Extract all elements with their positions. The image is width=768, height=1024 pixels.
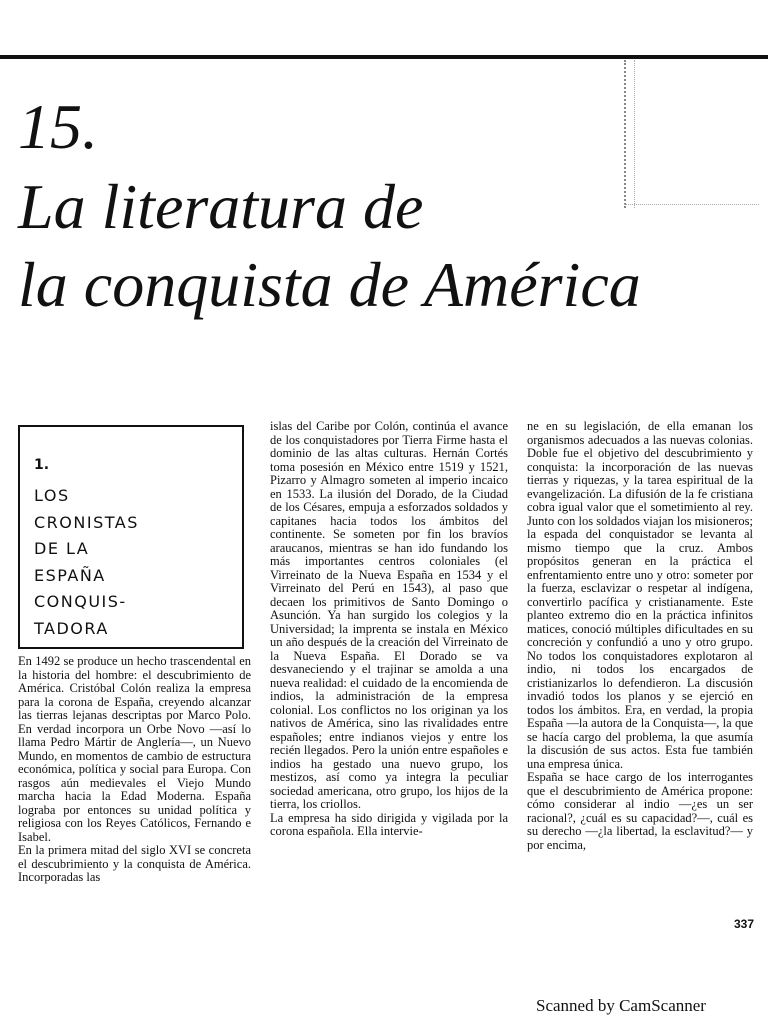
page-number: 337 xyxy=(734,917,755,931)
section-number: 1. xyxy=(34,457,50,473)
chapter-title xyxy=(18,168,758,324)
top-rule xyxy=(0,55,768,59)
paragraph: En 1492 se produce un hecho trascendental en la historia del hombre: el descubrimiento de América. Cristóbal Colón realiza la empresa para la corona de España, creyendo alcanzar las tierras lejanas descriptas por Marco Polo. En verdad incorpora un Orbe Novo —así lo llama Pedro Mártir de Anglería—, un Nuevo Mundo, en momentos de cambio de estructura económica, política y social para Europa. Con rasgos aún medievales el Viejo Mundo marcha hacia la Edad Moderna. España lograba por entonces su unidad política y religiosa con los Reyes Católicos, Fernando e Isabel. xyxy=(18,654,251,844)
chapter-title-line-2: la conquista de América xyxy=(18,249,641,320)
text-column-2 xyxy=(270,420,508,839)
section-title-line: LOS xyxy=(34,486,70,505)
paragraph: La empresa ha sido dirigida y vigilada por la corona española. Ella intervie- xyxy=(270,810,508,838)
chapter-title-line-1: La literatura de xyxy=(18,171,424,242)
section-title-line: CRONISTAS xyxy=(34,512,139,532)
chapter-number: 15. xyxy=(18,91,98,162)
section-title-line: CONQUIS- xyxy=(34,592,127,611)
section-heading-box xyxy=(18,425,244,649)
paragraph: islas del Caribe por Colón, continúa el avance de los conquistadores por Tierra Firme hasta el dominio de las altas culturas. Hernán Cortés toma posesión en México entre 1519 y 1521, Pizarro y Almagro someten al imperio incaico en 1533. La ilusión del Dorado, de la Ciudad de los Césares, empuja a esforzados soldados y capitanes hacia todos los ámbitos del continente. Se someten por fin los bravíos araucanos, mientras se han ido fundando los más importantes centros coloniales (el Virreinato de la Nueva España en 1534 y el Virreinato del Perú en 1543), al paso que decaen los primitivos de Santo Domingo o Asunción. Ya han surgido los colegios y la Universidad; la imprenta se instala en México un año después de la creación del Virreinato de la Nueva España. El Dorado se va desvaneciendo y el trajinar se amolda a una nueva realidad: el cuidado de la encomienda de indios, la administración de la empresa colonial. Los conflictos no los originan ya los nativos de América, sino las rivalidades entre españoles; entre indianos viejos y entre los recién llegados. Pero la unión entre españoles e indios ha gestado una nuevo grupo, los mestizos, así como ya integra la peculiar sociedad americana, otro grupo, los hijos de la tierra, los criollos. xyxy=(270,419,508,811)
paragraph: España se hace cargo de los interrogantes que el descubrimiento de América propone: cómo considerar al indio —¿es un ser racional?, ¿cuál es su capacidad?—, cuál es su derecho —¿la libertad, la esclavitud?— y por encima, xyxy=(527,770,753,852)
section-title xyxy=(34,483,139,642)
section-title-line: ESPAÑA xyxy=(34,565,106,585)
paragraph: En la primera mitad del siglo XVI se concreta el descubrimiento y la conquista de América. Incorporadas las xyxy=(18,843,251,884)
section-title-line: DE LA xyxy=(34,539,90,558)
section-title-line: TADORA xyxy=(34,618,109,638)
paragraph: ne en su legislación, de ella emanan los organismos adecuados a las nuevas colonias. Doble fue el objetivo del descubrimiento y conquista: la incorporación de las nuevas tierras y riquezas, y la tarea espiritual de la evangelización. La difusión de la fe cristiana cobra igual valor que el sometimiento al rey. Junto con los soldados viajan los misioneros; la espada del conquistador se levanta al mismo tiempo que la cruz. Ambos propósitos generan en la práctica el enfrentamiento entre uno y otro: someter por la fuerza, esclavizar o respetar al indígena, convertirlo pacífica y cristianamente. Este planteo extremo dio en la práctica infinitos matices, conoció múltiples dificultades en su concreción y confundió a uno y otro grupo. No todos los conquistadores explotaron al indio, ni todos los encargados de cristianizarlos lo defendieron. La discusión invadió todos los planos y se ejerció en todos los ámbitos. Era, en verdad, la propia España —la autora de la Conquista—, la que se hacía cargo del problema, la que asumía la discusión de sus actos. Esta fue también una empresa única. xyxy=(527,419,753,771)
text-column-3 xyxy=(527,420,753,852)
scanner-watermark: Scanned by CamScanner xyxy=(536,996,706,1015)
text-column-1 xyxy=(18,655,251,885)
